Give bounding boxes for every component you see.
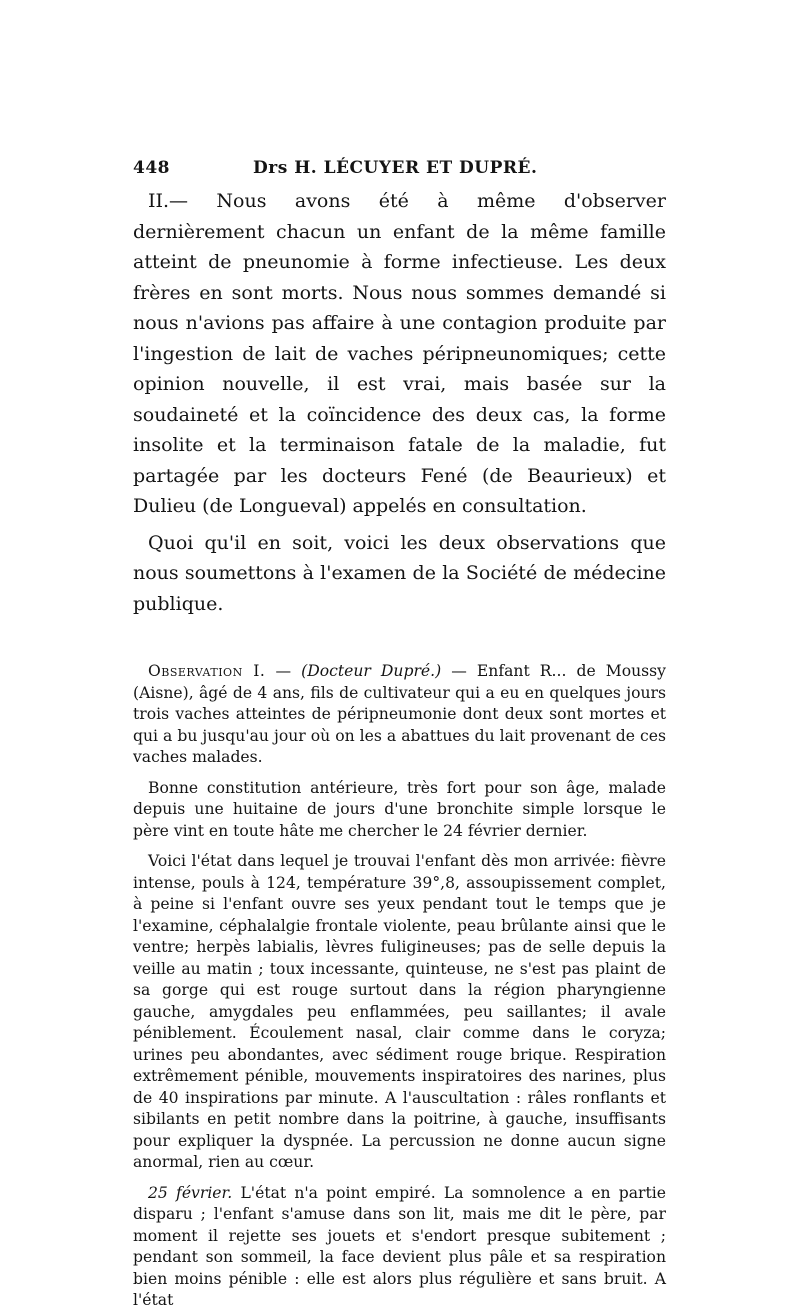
page-number: 448 [133, 158, 170, 178]
observation-paragraph-1-text: — Enfant R... de Moussy (Aisne), âgé de 4 ans, fils de cultivateur qui a eu en quelques jours trois vaches atteintes de péripneumonie dont deux sont mortes et qui a bu jusqu'au jour où on les a abattues du lait provenant de ces vaches malades. [133, 662, 666, 766]
intro-paragraph-1: II.— Nous avons été à même d'observer dernièrement chacun un enfant de la même famille atteint de pneunomie à forme infectieuse. Les deux frères en sont morts. Nous nous sommes demandé si nous n'avions pas affaire à une contagion produite par l'ingestion de lait de vaches péripneunomiques; cette opinion nouvelle, il est vrai, mais basée sur la soudaineté et la coïncidence des deux cas, la forme insolite et la terminaison fatale de la maladie, fut partagée par les docteurs Fené (de Beaurieux) et Dulieu (de Longueval) appelés en consultation. [133, 190, 666, 517]
observation-date: 25 février. [148, 1183, 233, 1202]
observation-dash: — [265, 662, 302, 680]
observation-paragraph-1 [133, 661, 666, 769]
observation-paragraph-3: Voici l'état dans lequel je trouvai l'enfant dès mon arrivée: fièvre intense, pouls à 124, température 39°,8, assoupissement complet, à peine si l'enfant ouvre ses yeux pendant tout le temps que je l'examine, céphalalgie frontale violente, peau brûlante ainsi que le ventre; herpès labialis, lèvres fuligineuses; pas de selle depuis la veille au matin ; toux incessante, quinteuse, ne s'est pas plaint de sa gorge qui est rouge surtout dans la région pharyngienne gauche, amygdales peu enflammées, peu saillantes; il avale péniblement. Écoulement nasal, clair comme dans le coryza; urines peu abondantes, avec sédiment rouge brique. Respiration extrêmement pénible, mouvements inspiratoires des narines, plus de 40 inspirations par minute. A l'auscultation : râles ronflants et sibilants en petit nombre dans la poitrine, à gauche, insuffisants pour expliquer la dyspnée. La percussion ne donne aucun signe anormal, rien au cœur. [133, 852, 666, 1171]
observation-section [133, 661, 666, 1312]
observation-paragraph-2: Bonne constitution antérieure, très fort pour son âge, malade depuis une huitaine de jours d'une bronchite simple lorsque le père vint en toute hâte me chercher le 24 février dernier. [133, 778, 666, 840]
observation-paragraph-4-text: L'état n'a point empiré. La somnolence a en partie disparu ; l'enfant s'amuse dans son lit, mais me dit le père, par moment il rejette ses jouets et s'endort presque subitement ; pendant son sommeil, la face devient plus pâle et sa respiration bien moins pénible : elle est alors plus régulière et sans bruit. A l'état [133, 1183, 666, 1309]
document-page [133, 158, 666, 1312]
observation-label: Observation I. [148, 662, 266, 680]
observation-paragraph-4 [133, 1183, 666, 1312]
observation-author: (Docteur Dupré.) [301, 662, 442, 680]
intro-paragraph-2: Quoi qu'il en soit, voici les deux observations que nous soumettons à l'examen de la Société de médecine publique. [133, 531, 666, 615]
running-title: Drs H. LÉCUYER ET DUPRÉ. [253, 158, 538, 178]
running-header [133, 158, 666, 186]
